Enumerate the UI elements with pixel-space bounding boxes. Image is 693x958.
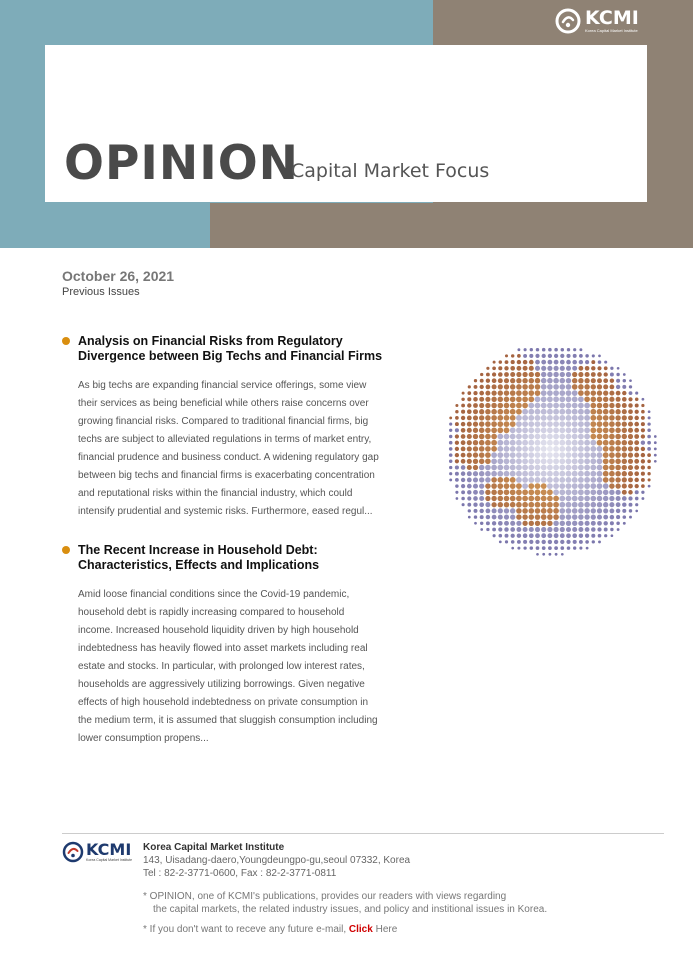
article-title-link[interactable]: The Recent Increase in Household Debt: Characteristics, Effects and Implications xyxy=(78,543,320,572)
org-address: 143, Uisadang-daero,Youngdeungpo-gu,seoul 07332, Korea xyxy=(143,855,411,866)
bullet-icon xyxy=(62,546,70,554)
logo-subtext: Korea Capital Market Institute xyxy=(86,858,133,862)
page-title: OPINION xyxy=(64,136,300,191)
footer-divider xyxy=(62,833,664,834)
unsubscribe-note: * If you don't want to receve any future e-mail, Click Here xyxy=(143,924,398,935)
article-summary: Amid loose financial conditions since the Covid-19 pandemic, household debt is rapidly increasing compared to household income. Increased household liquidity driven by high household indebtedness has heavily flowed into asset markets including real estate and stocks. In particular, with prolonged low interest rates, households are aggressively utilizing borrowings. Given negative effects of high household indebtedness on private consumption in the medium term, it is assumed that sluggish consumption including lower consumption propens... xyxy=(78,589,378,744)
kcmi-logo-header[interactable] xyxy=(555,8,639,34)
kcmi-logo-footer xyxy=(62,841,132,863)
kcmi-logo-icon xyxy=(62,841,84,863)
page-subtitle: Capital Market Focus xyxy=(291,160,490,182)
previous-issues-link[interactable]: Previous Issues xyxy=(62,286,140,298)
header-banner xyxy=(0,0,693,248)
org-contact: Tel : 82-2-3771-0600, Fax : 82-2-3771-0811 xyxy=(143,868,337,879)
org-name: Korea Capital Market Institute xyxy=(143,842,285,853)
logo-subtext: Korea Capital Market Institute xyxy=(585,28,638,33)
article-title-link[interactable]: Analysis on Financial Risks from Regulatory Divergence between Big Techs and Financial Firms xyxy=(78,334,383,363)
banner-taupe-lower-block xyxy=(210,203,433,248)
globe-illustration-icon xyxy=(443,342,658,557)
publication-note: * OPINION, one of KCMI's publications, provides our readers with views regarding the capital markets, the related industry issues, and policy and institional issues in Korea. xyxy=(143,891,548,915)
logo-text: KCMI xyxy=(585,7,639,29)
article-summary: As big techs are expanding financial service offerings, some view their services as being beneficial while others raise concerns over growing financial risks. Compared to traditional financial firms, big techs are subject to alleviated regulations in terms of market entry, financial prudence and business conduct. A widening regulatory gap between big techs and financial firms is exacerbating concentration and reputational risks within the financial industry, which could intensify prudential and systemic risks. Furthermore, eased regul... xyxy=(78,380,379,517)
bullet-icon xyxy=(62,337,70,345)
logo-text: KCMI xyxy=(86,840,132,859)
kcmi-logo-icon xyxy=(555,8,581,34)
issue-date: October 26, 2021 xyxy=(62,268,175,284)
unsubscribe-click-link[interactable]: Click xyxy=(348,924,373,935)
